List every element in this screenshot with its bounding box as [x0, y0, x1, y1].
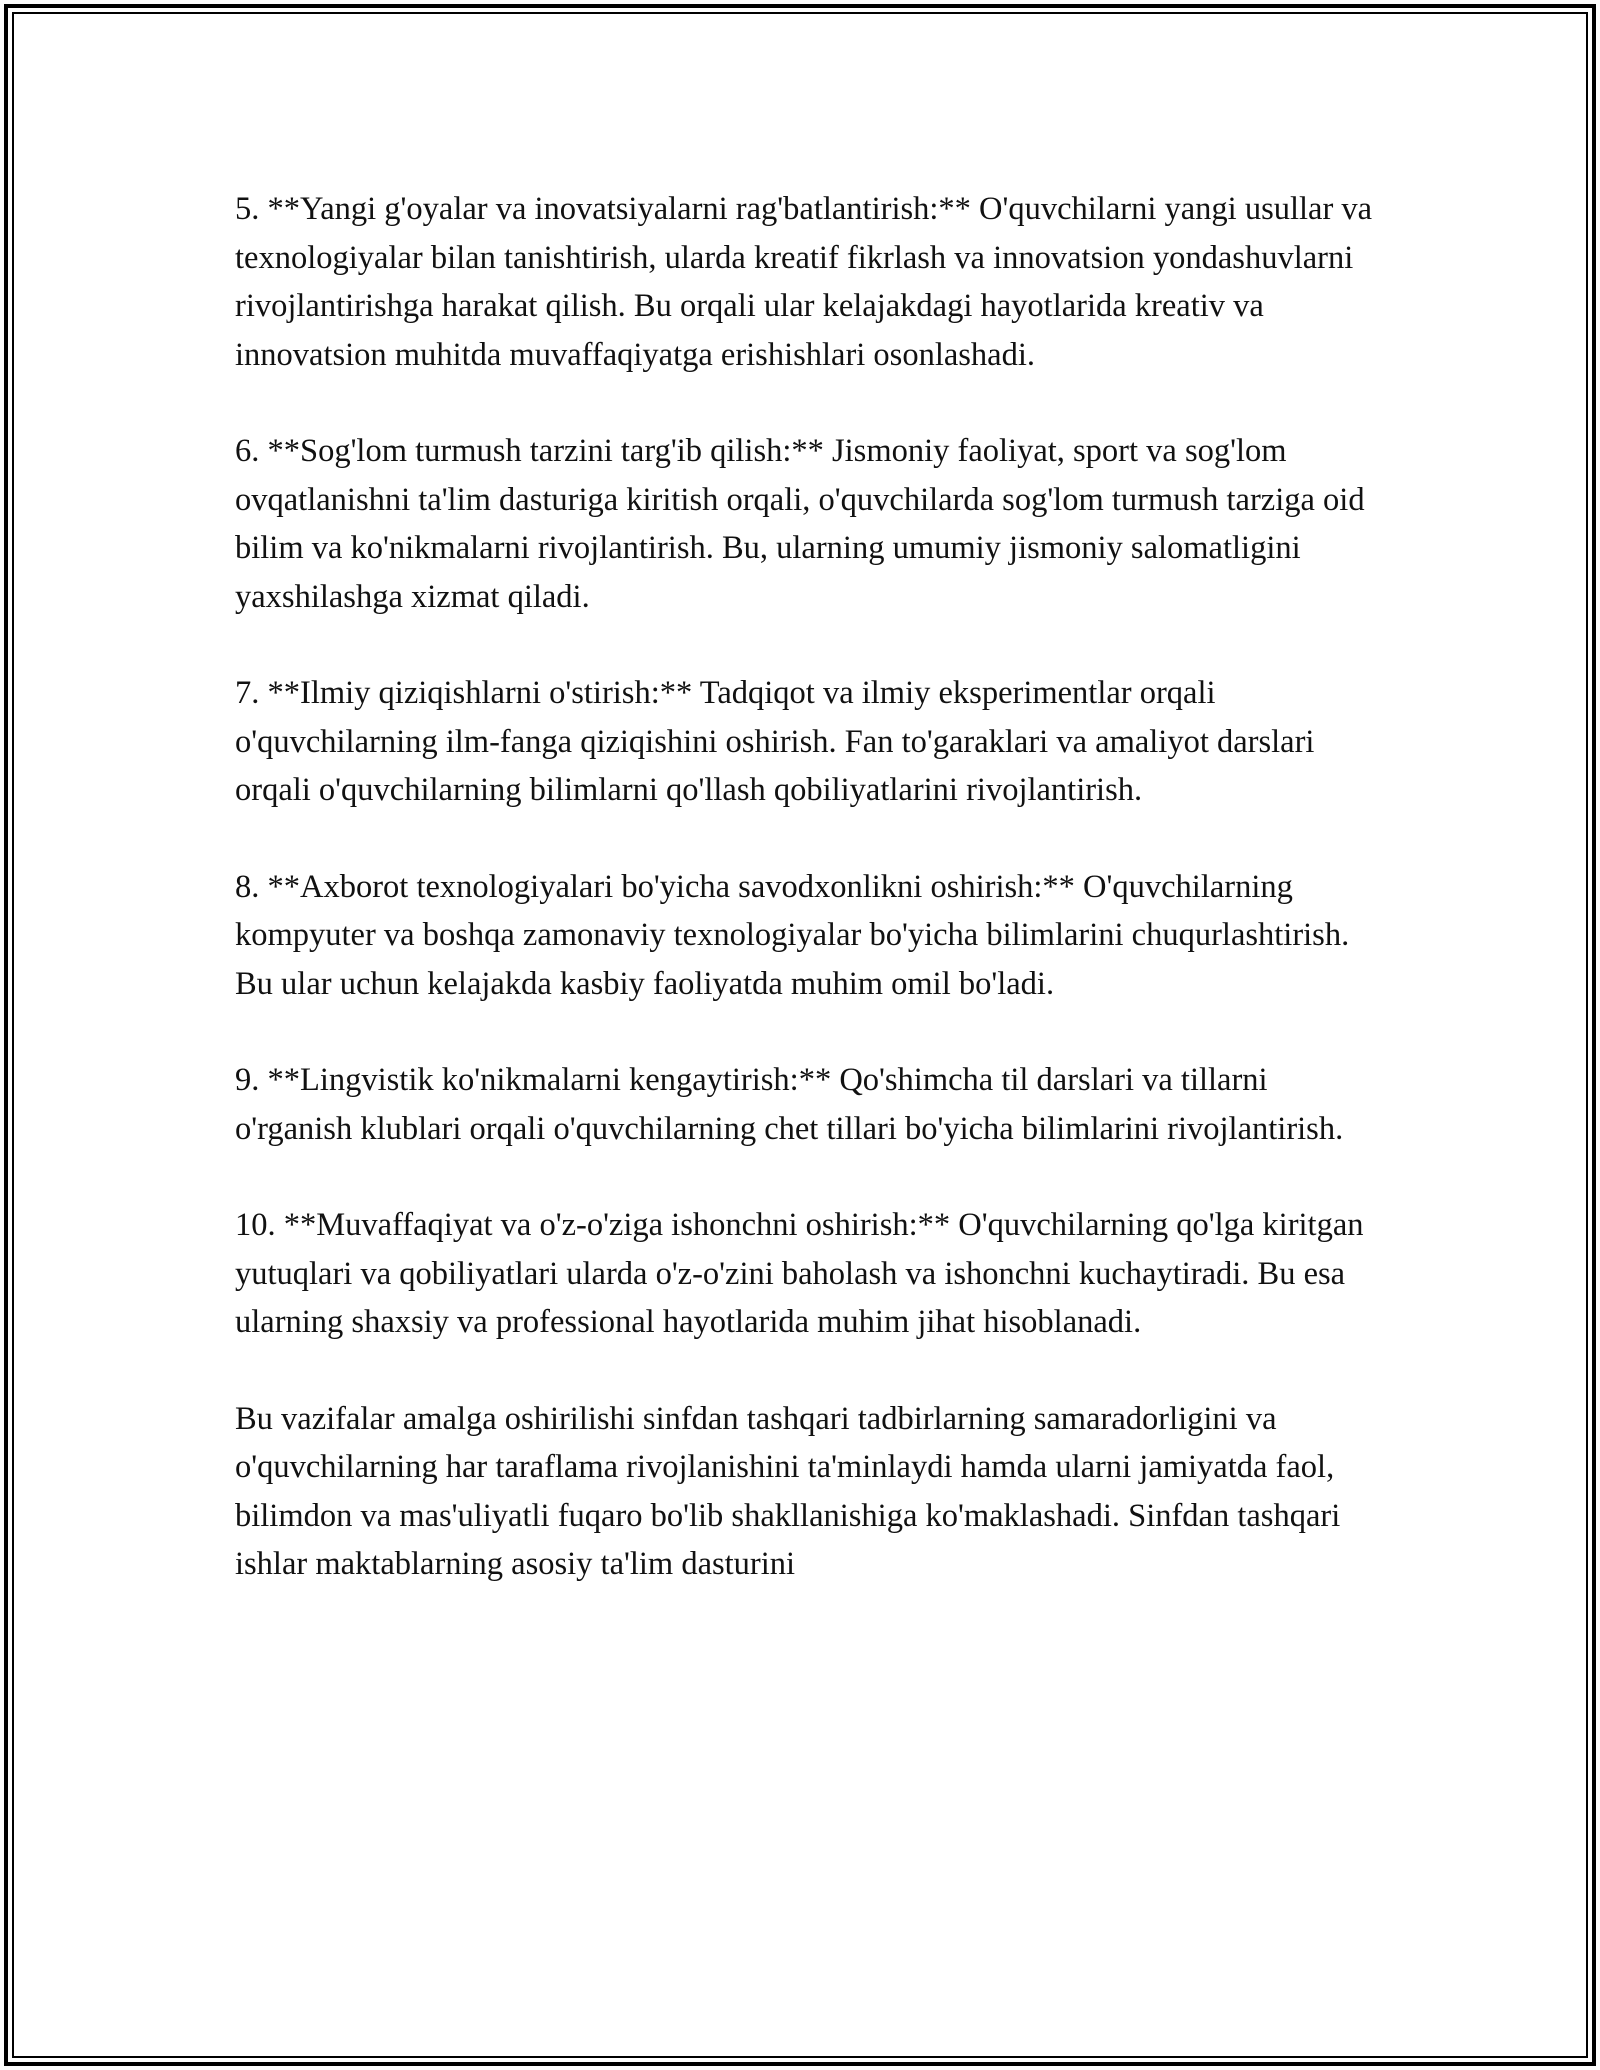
paragraph-item-7: 7. **Ilmiy qiziqishlarni o'stirish:** Tadqiqot va ilmiy eksperimentlar orqali o'quvchilarning ilm-fanga qiziqishini oshirish. Fan to'garaklari va amaliyot darslari orqali o'quvchilarning bilimlarni qo'llash qobiliyatlarini rivojlantirish.	[235, 675, 1315, 808]
closing-paragraph: Bu vazifalar amalga oshirilishi sinfdan tashqari tadbirlarning samaradorligini va o'quvchilarning har taraflama rivojlanishini ta'minlaydi hamda ularni jamiyatda faol, bilimdon va mas'uliyatli fuqaro bo'lib shakllanishiga ko'maklashadi. Sinfdan tashqari ishlar maktablarning asosiy ta'lim dasturini	[235, 1400, 1341, 1582]
paragraph-item-5: 5. **Yangi g'oyalar va inovatsiyalarni rag'batlantirish:** O'quvchilarni yangi usullar va texnologiyalar bilan tanishtirish, ularda kreatif fikrlash va innovatsion yondashuvlarni rivojlantirishga harakat qilish. Bu orqali ular kelajakdagi hayotlarida kreativ va innovatsion muhitda muvaffaqiyatga erishishlari osonlashadi.	[235, 191, 1373, 373]
paragraph-item-8: 8. **Axborot texnologiyalari bo'yicha savodxonlikni oshirish:** O'quvchilarning kompyuter va boshqa zamonaviy texnologiyalar bo'yicha bilimlarini chuqurlashtirish. Bu ular uchun kelajakda kasbiy faoliyatda muhim omil bo'ladi.	[235, 868, 1350, 1002]
paragraph-item-6: 6. **Sog'lom turmush tarzini targ'ib qilish:** Jismoniy faoliyat, sport va sog'lom ovqatlanishni ta'lim dasturiga kiritish orqali, o'quvchilarda sog'lom turmush tarziga oid bilim va ko'nikmalarni rivojlantirish. Bu, ularning umumiy jismoniy salomatligini yaxshilashga xizmat qiladi.	[235, 433, 1365, 615]
paragraph-item-9: 9. **Lingvistik ko'nikmalarni kengaytirish:** Qo'shimcha til darslari va tillarni o'rganish klublari orqali o'quvchilarning chet tillari bo'yicha bilimlarini rivojlantirish.	[235, 1062, 1344, 1147]
paragraph-item-10: 10. **Muvaffaqiyat va o'z-o'ziga ishonchni oshirish:** O'quvchilarning qo'lga kiritgan yutuqlari va qobiliyatlari ularda o'z-o'zini baholash va ishonchni kuchaytiradi. Bu esa ularning shaxsiy va professional hayotlarida muhim jihat hisoblanadi.	[235, 1207, 1364, 1340]
document-body	[235, 185, 1375, 1637]
